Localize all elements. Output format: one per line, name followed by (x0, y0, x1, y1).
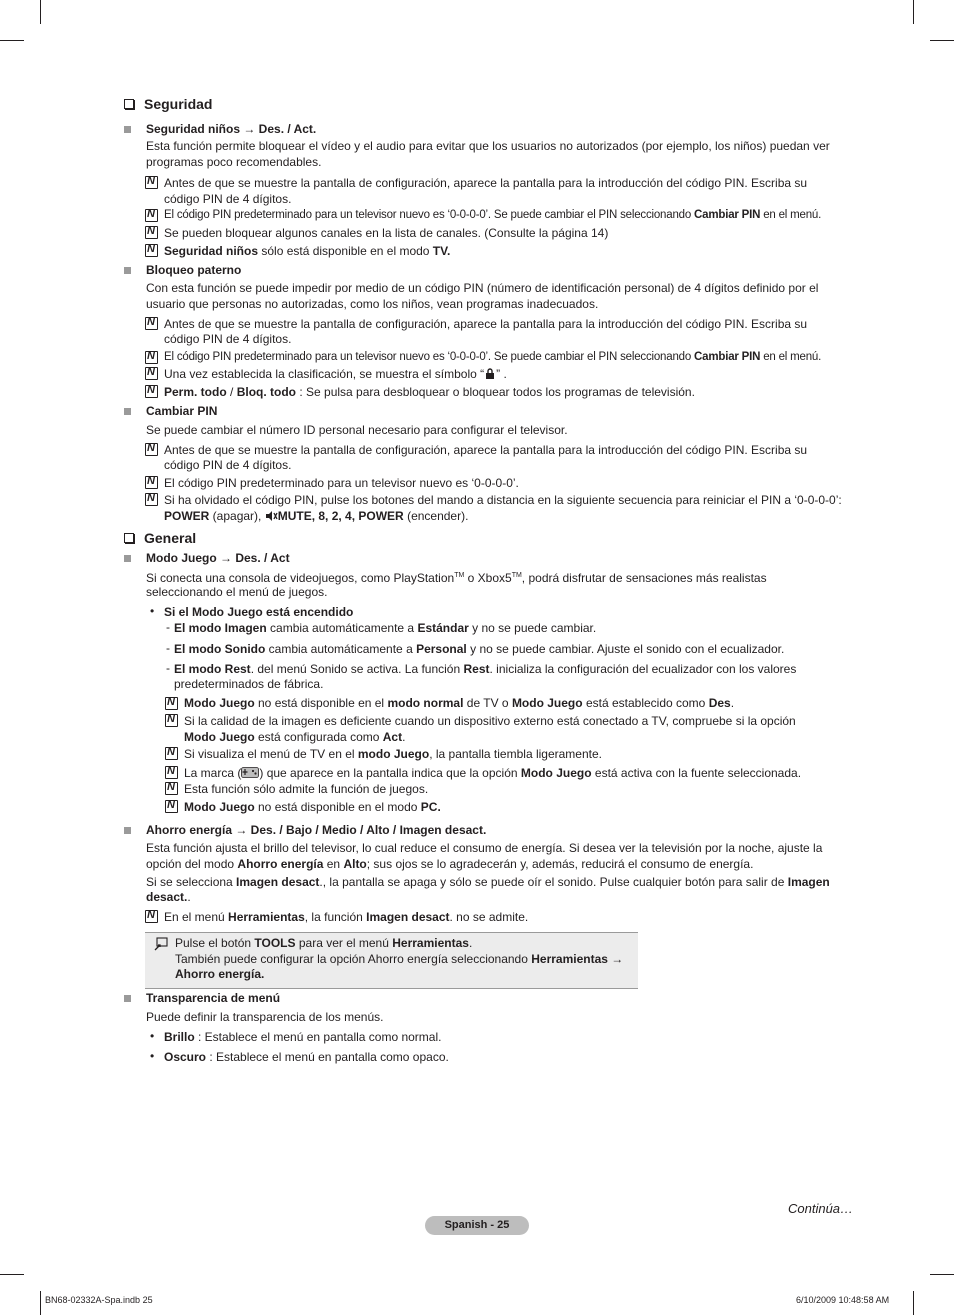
heading-modo-juego: Modo Juego → Des. / Act (146, 551, 290, 565)
crop-mark (913, 0, 914, 24)
square-bullet-icon (124, 555, 131, 562)
text: Puede definir la transparencia de los menús. (146, 1010, 384, 1024)
checkbox-bullet-icon (124, 533, 134, 543)
lock-icon (484, 368, 496, 380)
crop-mark (40, 1291, 41, 1315)
crop-mark (0, 1274, 24, 1275)
mute-icon (265, 510, 278, 522)
note: código PIN de 4 dígitos. (164, 332, 292, 346)
note-icon (165, 766, 178, 779)
continua-label: Continúa… (788, 1201, 854, 1216)
note-icon (165, 697, 178, 710)
bullet: • (150, 1049, 155, 1063)
text: Se puede cambiar el número ID personal necesario para configurar el televisor. (146, 423, 568, 437)
note: Antes de que se muestre la pantalla de configuración, aparece la pantalla para la introducción del código PIN. Escriba su (164, 443, 808, 457)
note: El código PIN predeterminado para un televisor nuevo es ‘0-0-0-0’. Se puede cambiar el PIN seleccionando Cambiar PIN en el menú. (164, 209, 822, 221)
note: Modo Juego no está disponible en el modo PC. (184, 800, 441, 814)
tip-line: También puede configurar la opción Ahorro energía seleccionando Herramientas → (175, 952, 624, 966)
text: Esta función ajusta el brillo del televisor, lo cual reduce el consumo de energía. Si desea ver la televisión por la noche, ajuste la (146, 841, 823, 855)
note: Si la calidad de la imagen es deficiente cuando un dispositivo externo está conectado a TV, compruebe si la opción (184, 714, 796, 728)
note-icon (145, 209, 158, 222)
note: Se pueden bloquear algunos canales en la lista de canales. (Consulte la página 14) (164, 226, 609, 240)
text: Si conecta una consola de videojuegos, como PlayStation™ o Xbox5™, podrá disfrutar de sensaciones más realistas (146, 571, 767, 585)
crop-mark (0, 40, 24, 41)
note: código PIN de 4 dígitos. (164, 458, 292, 472)
dash-item: El modo Imagen cambia automáticamente a Estándar y no se puede cambiar. (174, 621, 597, 635)
dash: - (166, 641, 170, 655)
square-bullet-icon (124, 126, 131, 133)
square-bullet-icon (124, 827, 131, 834)
note-icon (145, 367, 158, 380)
note-icon (145, 476, 158, 489)
heading-cambiar-pin: Cambiar PIN (146, 404, 218, 418)
note: Modo Juego no está disponible en el modo normal de TV o Modo Juego está establecido como Des. (184, 696, 735, 710)
heading-ahorro-energia: Ahorro energía → Des. / Bajo / Medio / Alto / Imagen desact. (146, 823, 487, 837)
dash: - (166, 620, 170, 634)
note: Esta función sólo admite la función de juegos. (184, 782, 429, 796)
text: desact.. (146, 890, 191, 904)
note: La marca ( ) que aparece en la pantalla indica que la opción Modo Juego está activa con la fuente seleccionada. (184, 766, 802, 780)
checkbox-bullet-icon (124, 99, 134, 109)
tools-tip-box (145, 932, 638, 989)
dash-item: El modo Sonido cambia automáticamente a Personal y no se puede cambiar. Ajuste el sonido con el ecualizador. (174, 642, 785, 656)
text: Con esta función se puede impedir por medio de un código PIN (número de identificación personal) de 4 dígitos definido por el (146, 281, 819, 295)
note: El código PIN predeterminado para un televisor nuevo es ‘0-0-0-0’. (164, 476, 519, 490)
bullet-item: Brillo : Establece el menú en pantalla como normal. (164, 1030, 442, 1044)
note: El código PIN predeterminado para un televisor nuevo es ‘0-0-0-0’. Se puede cambiar el PIN seleccionando Cambiar PIN en el menú. (164, 351, 822, 363)
note: Antes de que se muestre la pantalla de configuración, aparece la pantalla para la introducción del código PIN. Escriba su (164, 317, 808, 331)
note: Perm. todo / Bloq. todo : Se pulsa para desbloquear o bloquear todos los programas de televisión. (164, 385, 695, 399)
text: seleccionando el menú de juegos. (146, 585, 328, 599)
square-bullet-icon (124, 995, 131, 1002)
note: Antes de que se muestre la pantalla de configuración, aparece la pantalla para la introducción del código PIN. Escriba su (164, 176, 808, 190)
text: usuario que personas no autorizadas, como los niños, vean programas inadecuados. (146, 297, 599, 311)
file-name: BN68-02332A-Spa.indb 25 (45, 1295, 153, 1305)
text: programas poco recomendables. (146, 155, 322, 169)
note: POWER (apagar), MUTE, 8, 2, 4, POWER (encender). (164, 509, 469, 523)
note-icon (165, 782, 178, 795)
note-icon (145, 351, 158, 364)
section-seguridad: Seguridad (124, 96, 212, 112)
note-icon (145, 910, 158, 923)
note-icon (165, 714, 178, 727)
note: En el menú Herramientas, la función Imagen desact. no se admite. (164, 910, 529, 924)
note-icon (145, 493, 158, 506)
dash-item: predeterminados de fábrica. (174, 677, 324, 691)
bullet-heading: Si el Modo Juego está encendido (164, 605, 354, 619)
bullet-item: Oscuro : Establece el menú en pantalla como opaco. (164, 1050, 449, 1064)
print-date: 6/10/2009 10:48:58 AM (796, 1295, 890, 1305)
note: Si visualiza el menú de TV en el modo Juego, la pantalla tiembla ligeramente. (184, 747, 602, 761)
heading-seguridad-ninos: Seguridad niños → Des. / Act. (146, 122, 317, 136)
dash: - (166, 661, 170, 675)
gamepad-icon (241, 766, 259, 777)
heading-transparencia: Transparencia de menú (146, 991, 281, 1005)
note-icon (145, 443, 158, 456)
crop-mark (913, 1291, 914, 1315)
page-number: Spanish - 25 (425, 1216, 529, 1235)
heading-bloqueo-paterno: Bloqueo paterno (146, 263, 242, 277)
text: Esta función permite bloquear el vídeo y el audio para evitar que los usuarios no autorizados (por ejemplo, los niños) puedan ver (146, 139, 830, 153)
crop-mark (930, 1274, 954, 1275)
tools-icon (154, 937, 168, 951)
crop-mark (40, 0, 41, 24)
tip-line: Ahorro energía. (175, 967, 265, 981)
note: Una vez establecida la clasificación, se muestra el símbolo “ ” . (164, 367, 507, 381)
note-icon (165, 747, 178, 760)
note-icon (145, 244, 158, 257)
note: Si ha olvidado el código PIN, pulse los botones del mando a distancia en la siguiente secuencia para reiniciar el PIN a ‘0-0-0-0’: (164, 493, 842, 507)
note-icon (145, 176, 158, 189)
square-bullet-icon (124, 408, 131, 415)
bullet: • (150, 604, 155, 618)
tip-line: Pulse el botón TOOLS para ver el menú Herramientas. (175, 936, 473, 950)
note-icon (145, 317, 158, 330)
dash-item: El modo Rest. del menú Sonido se activa. La función Rest. inicializa la configuración del ecualizador con los valores (174, 662, 797, 676)
note-icon (145, 385, 158, 398)
note: código PIN de 4 dígitos. (164, 192, 292, 206)
crop-mark (930, 40, 954, 41)
text: opción del modo Ahorro energía en Alto; sus ojos se lo agradecerán y, además, reducirá el consumo de energía. (146, 857, 754, 871)
section-general: General (124, 530, 196, 546)
bullet: • (150, 1029, 155, 1043)
note: Modo Juego está configurada como Act. (184, 730, 406, 744)
text: Si se selecciona Imagen desact., la pantalla se apaga y sólo se puede oír el sonido. Pulse cualquier botón para salir de Imagen (146, 875, 830, 889)
note-icon (165, 800, 178, 813)
note-icon (145, 226, 158, 239)
note: Seguridad niños sólo está disponible en el modo TV. (164, 244, 451, 258)
square-bullet-icon (124, 267, 131, 274)
